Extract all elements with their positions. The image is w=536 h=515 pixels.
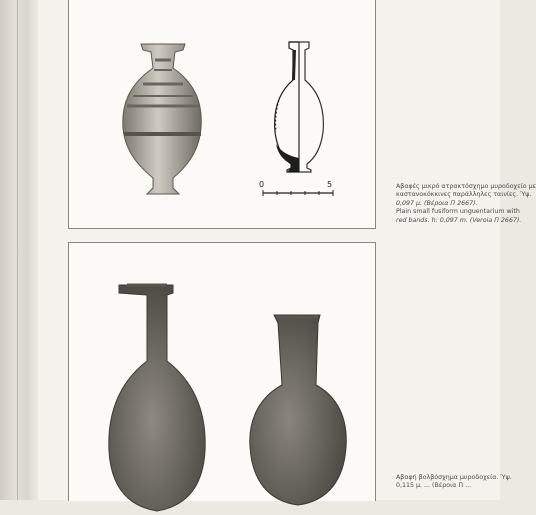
caption-english-line: red bands. h: 0,097 m. (Veroia Π 2667). [396, 216, 522, 224]
caption-greek-line: 0,115 μ. ... (Βέροια Π ... [396, 482, 472, 490]
bulbous-unguentarium-left-photo [97, 281, 217, 511]
gutter-fold-line [17, 0, 18, 500]
scale-end-label: 5 [327, 180, 333, 189]
caption-greek-line: Αβαφή βολβόσχημα μυροδοχεία. Ύψ. [396, 474, 512, 481]
bulbous-unguentarium-right-photo [244, 315, 354, 515]
top-plate [68, 0, 376, 229]
caption-greek-line: Αβαφές μικρό ατρακτόσχημο μυροδοχείο με [396, 183, 536, 190]
unguentarium-profile-drawing [259, 40, 339, 180]
caption-top [396, 183, 536, 225]
caption-greek-line: 0,097 μ. (Βέροια Π 2667). [396, 199, 478, 207]
scale-start-label: 0 [259, 180, 265, 189]
caption-bottom [396, 474, 512, 491]
caption-greek-line: καστανοκόκκινες παράλληλες ταινίες. Ύψ. [396, 191, 532, 199]
caption-english-line: Plain small fusiform unguentarium with [396, 208, 520, 216]
fusiform-unguentarium-photo [103, 38, 223, 238]
scale-bar [261, 188, 341, 198]
book-gutter [0, 0, 38, 500]
bottom-plate [68, 242, 376, 501]
